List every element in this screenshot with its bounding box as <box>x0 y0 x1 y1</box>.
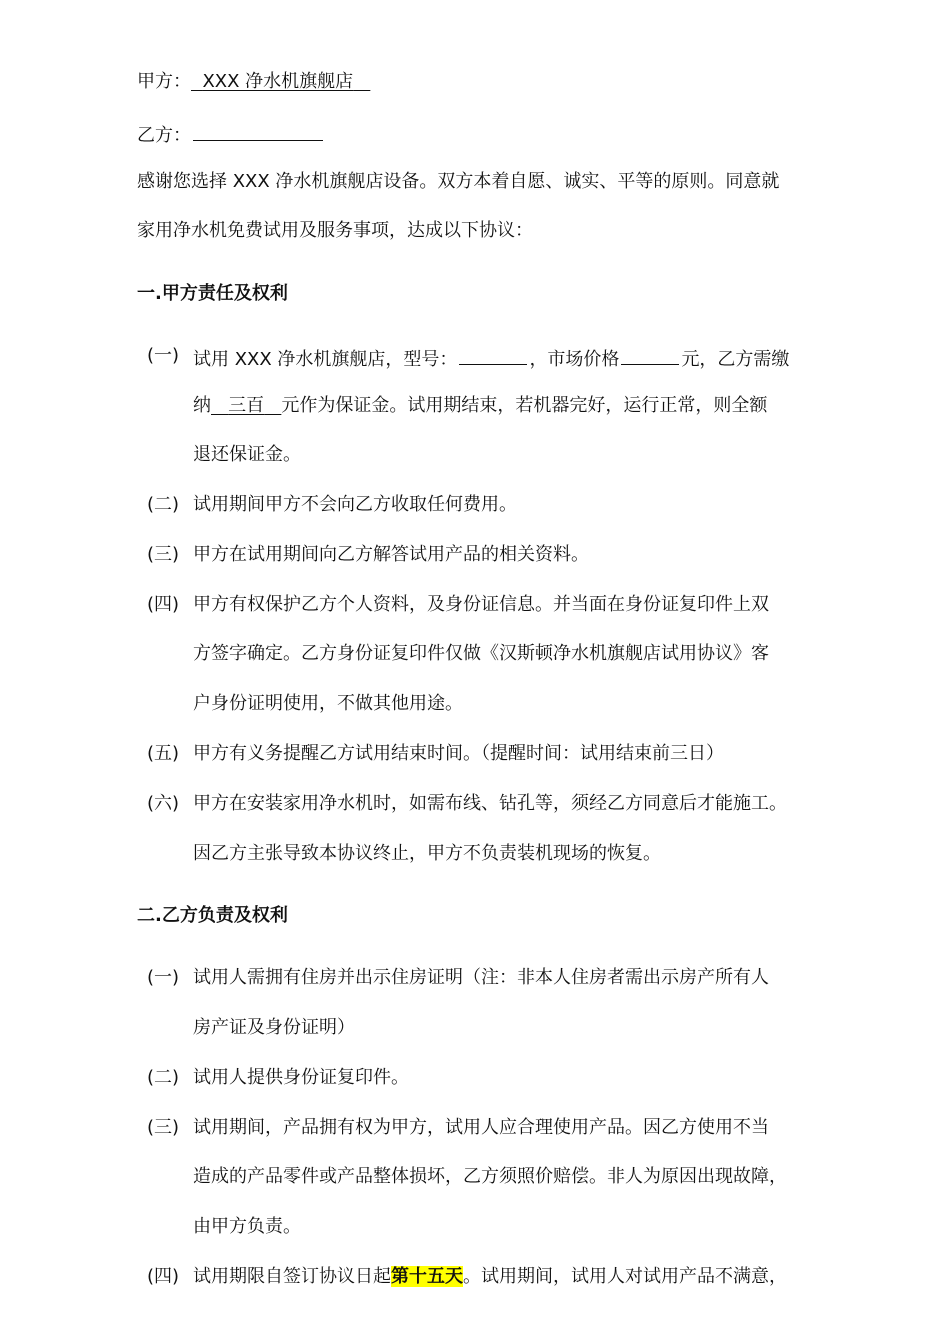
s1-item-5-line-1: 甲方有义务提醒乙方试用结束时间。（提醒时间：试用结束前三日） <box>193 743 724 764</box>
section-2-title: 二.乙方负责及权利 <box>137 905 288 926</box>
s1-item-2-num: (二) <box>147 494 180 515</box>
s2-item-1-line-1: 试用人需拥有住房并出示住房证明（注：非本人住房者需出示房产所有人 <box>193 967 769 988</box>
party-b-blank <box>193 120 323 141</box>
party-b-line <box>137 120 325 148</box>
s2-item-3-line-3: 由甲方负责。 <box>193 1216 301 1237</box>
party-b-label: 乙方： <box>137 125 191 146</box>
s1-item-3-num: (三) <box>147 544 180 565</box>
s2-item-1-num: (一) <box>147 967 180 988</box>
s1-item-1-num: (一) <box>147 345 180 366</box>
s2-item-3-num: (三) <box>147 1117 180 1138</box>
s1-item-4-line-2: 方签字确定。乙方身份证复印件仅做《汉斯顿净水机旗舰店试用协议》客 <box>193 643 769 664</box>
s1-item-1-line-3: 退还保证金。 <box>193 444 301 465</box>
s1-item-6-line-2: 因乙方主张导致本协议终止，甲方不负责装机现场的恢复。 <box>193 843 661 864</box>
s1-item-1-line-1: 试用 XXX 净水机旗舰店，型号： ，市场价格 元，乙方需缴 <box>193 344 789 372</box>
s1-item-2-line-1: 试用期间甲方不会向乙方收取任何费用。 <box>193 494 517 515</box>
s1-item-6-line-1: 甲方在安装家用净水机时，如需布线、钻孔等，须经乙方同意后才能施工。 <box>193 793 787 814</box>
s2-item-4-line-1: 试用期限自签订协议日起第十五天。试用期间，试用人对试用产品不满意， <box>193 1266 787 1287</box>
s1-item-5-num: (五) <box>147 743 180 764</box>
s1-item-3-line-1: 甲方在试用期间向乙方解答试用产品的相关资料。 <box>193 544 589 565</box>
party-a-name: XXX 净水机旗舰店 <box>202 71 354 92</box>
s1-item-4-line-1: 甲方有权保护乙方个人资料，及身份证信息。并当面在身份证复印件上双 <box>193 594 769 615</box>
intro-line-1: 感谢您选择 XXX 净水机旗舰店设备。双方本着自愿、诚实、平等的原则。同意就 <box>137 171 780 192</box>
trial-period-highlight: 第十五天 <box>391 1266 463 1287</box>
s1-item-6-num: (六) <box>147 793 180 814</box>
s2-item-2-num: (二) <box>147 1067 180 1088</box>
section-1-title: 一.甲方责任及权利 <box>137 283 288 304</box>
s2-item-3-line-2: 造成的产品零件或产品整体损坏，乙方须照价赔偿。非人为原因出现故障， <box>193 1166 787 1187</box>
s1-item-1-line-2: 纳 三百 元作为保证金。试用期结束，若机器完好，运行正常，则全额 <box>193 395 768 416</box>
intro-line-2: 家用净水机免费试用及服务事项，达成以下协议： <box>137 220 533 241</box>
s1-item-4-num: (四) <box>147 594 180 615</box>
s2-item-4-num: (四) <box>147 1266 180 1287</box>
model-blank <box>459 344 527 365</box>
s2-item-1-line-2: 房产证及身份证明） <box>193 1017 355 1038</box>
party-a-line <box>137 70 370 94</box>
s1-item-4-line-3: 户身份证明使用，不做其他用途。 <box>193 693 463 714</box>
s2-item-2-line-1: 试用人提供身份证复印件。 <box>193 1067 409 1088</box>
price-blank <box>621 344 679 365</box>
s2-item-3-line-1: 试用期间，产品拥有权为甲方，试用人应合理使用产品。因乙方使用不当 <box>193 1117 769 1138</box>
party-a-label: 甲方： <box>137 71 191 92</box>
deposit-amount: 三百 <box>228 395 265 416</box>
